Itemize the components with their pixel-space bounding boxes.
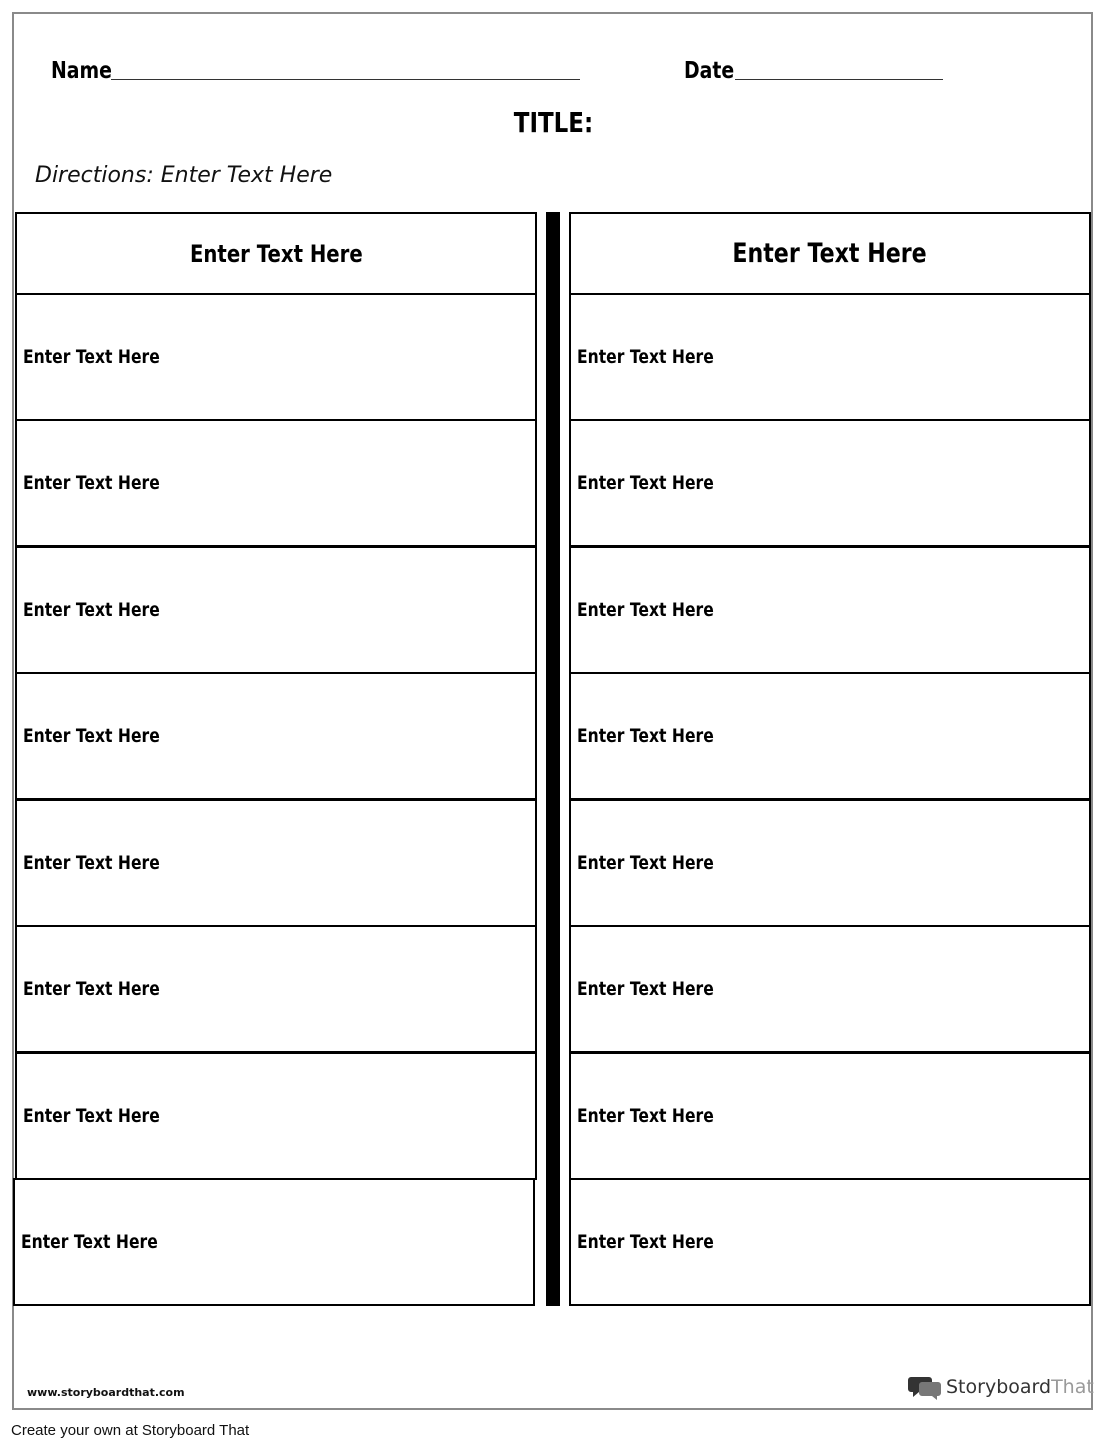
left-row-label: Enter Text Here xyxy=(21,1231,158,1253)
left-row-cell[interactable] xyxy=(15,1052,537,1180)
speech-bubble-icon xyxy=(908,1374,942,1400)
left-row-cell[interactable] xyxy=(13,1178,535,1306)
left-row-label: Enter Text Here xyxy=(23,599,160,621)
right-row-cell[interactable] xyxy=(569,293,1091,421)
right-header-label: Enter Text Here xyxy=(732,238,928,269)
right-row-label: Enter Text Here xyxy=(577,472,714,494)
left-row-label: Enter Text Here xyxy=(23,725,160,747)
left-row-cell[interactable] xyxy=(15,293,537,421)
brand-name-part1: Storyboard xyxy=(946,1376,1052,1398)
left-header-label: Enter Text Here xyxy=(189,239,363,268)
right-row-cell[interactable] xyxy=(569,419,1091,547)
right-row-cell[interactable] xyxy=(569,1052,1091,1180)
right-row-label: Enter Text Here xyxy=(577,1231,714,1253)
create-your-own-caption[interactable]: Create your own at Storyboard That xyxy=(11,1422,250,1439)
name-label: Name xyxy=(51,58,112,84)
right-column-header[interactable] xyxy=(569,212,1091,295)
right-row-label: Enter Text Here xyxy=(577,725,714,747)
left-row-cell[interactable] xyxy=(15,419,537,547)
column-divider xyxy=(546,212,560,1306)
right-row-label: Enter Text Here xyxy=(577,1105,714,1127)
name-input-line[interactable] xyxy=(111,79,580,80)
left-column-header[interactable] xyxy=(15,212,537,295)
left-row-label: Enter Text Here xyxy=(23,472,160,494)
left-row-label: Enter Text Here xyxy=(23,852,160,874)
right-row-label: Enter Text Here xyxy=(577,599,714,621)
left-row-cell[interactable] xyxy=(15,925,537,1053)
brand-name-part2: That xyxy=(1051,1376,1094,1398)
right-row-cell[interactable] xyxy=(569,1178,1091,1306)
left-row-cell[interactable] xyxy=(15,546,537,674)
left-row-label: Enter Text Here xyxy=(23,1105,160,1127)
footer-url: www.storyboardthat.com xyxy=(27,1386,185,1399)
right-row-cell[interactable] xyxy=(569,799,1091,927)
left-row-label: Enter Text Here xyxy=(23,346,160,368)
storyboardthat-logo[interactable] xyxy=(908,1373,1094,1401)
right-row-cell[interactable] xyxy=(569,925,1091,1053)
right-row-cell[interactable] xyxy=(569,672,1091,800)
date-label: Date xyxy=(684,58,735,84)
worksheet-title: TITLE: xyxy=(513,106,594,139)
left-row-cell[interactable] xyxy=(15,799,537,927)
left-row-cell[interactable] xyxy=(15,672,537,800)
date-input-line[interactable] xyxy=(735,79,943,80)
right-row-label: Enter Text Here xyxy=(577,978,714,1000)
left-row-label: Enter Text Here xyxy=(23,978,160,1000)
right-row-label: Enter Text Here xyxy=(577,346,714,368)
right-row-label: Enter Text Here xyxy=(577,852,714,874)
right-row-cell[interactable] xyxy=(569,546,1091,674)
directions-text: Directions: Enter Text Here xyxy=(35,163,333,188)
